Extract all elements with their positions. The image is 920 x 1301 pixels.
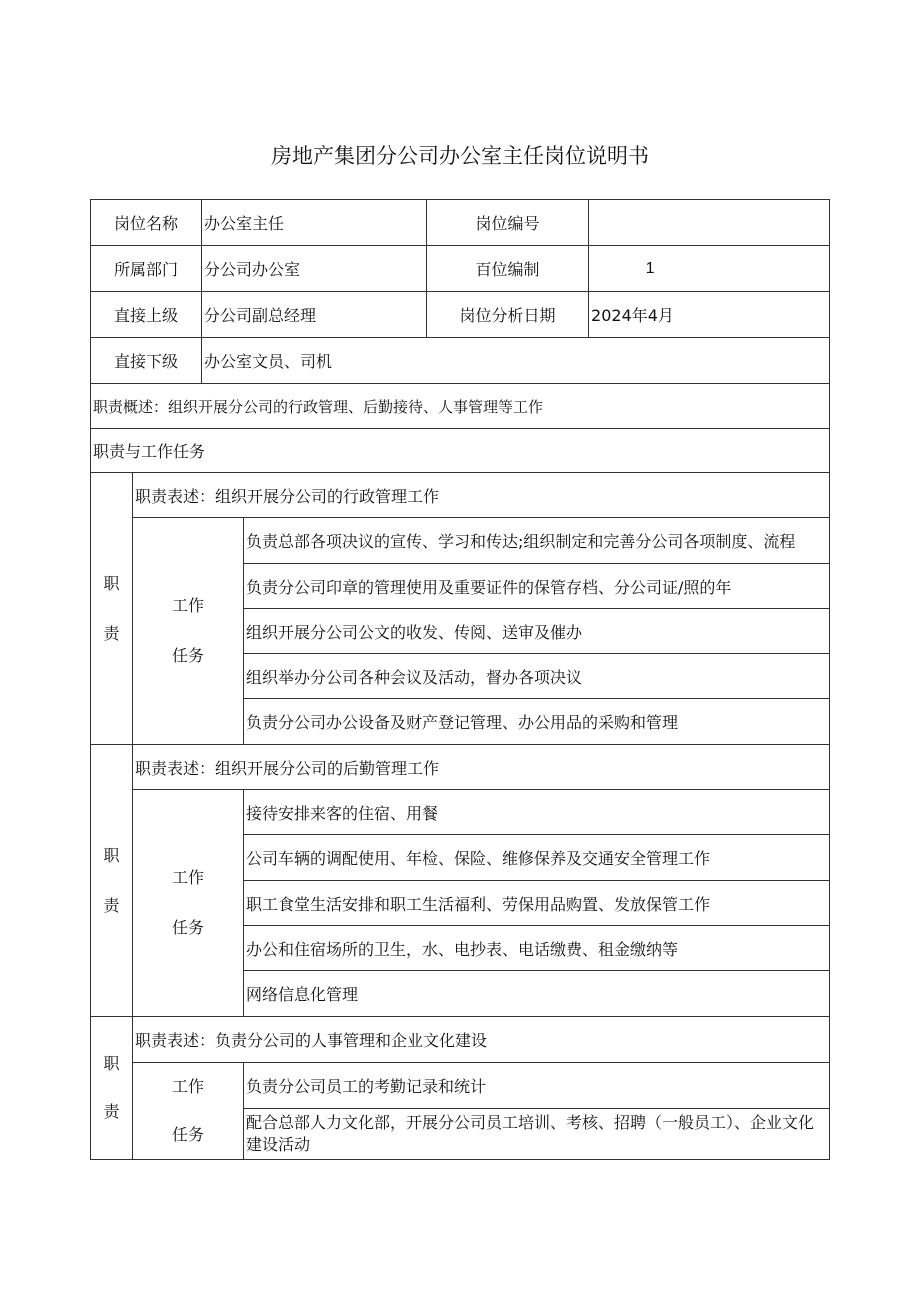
department-label: 所属部门 — [91, 246, 202, 292]
row-duties-header — [91, 429, 830, 473]
duty-1-task: 负责总部各项决议的宣传、学习和传达;组织制定和完善分公司各项制度、流程 — [244, 518, 830, 564]
duty-1-statement: 职责表述：组织开展分公司的行政管理工作 — [133, 473, 830, 518]
table-row — [91, 518, 830, 564]
duty-3-label: 职 责 — [91, 1017, 133, 1160]
analysis-date-value: 2024年4月 — [589, 292, 830, 338]
duty-3-task-label: 工作 任务 — [133, 1063, 244, 1160]
superior-value: 分公司副总经理 — [202, 292, 427, 338]
duties-header: 职责与工作任务 — [91, 429, 830, 473]
row-overview — [91, 384, 830, 429]
duty-2-task: 接待安排来客的住宿、用餐 — [244, 790, 830, 835]
duty-3-task: 负责分公司员工的考勤记录和统计 — [244, 1063, 830, 1109]
duty-2-task: 办公和住宿场所的卫生，水、电抄表、电话缴费、租金缴纳等 — [244, 926, 830, 971]
duty-2-statement-row — [91, 745, 830, 790]
duty-2-task: 公司车辆的调配使用、年检、保险、维修保养及交通安全管理工作 — [244, 835, 830, 881]
duty-2-task: 职工食堂生活安排和职工生活福利、劳保用品购置、发放保管工作 — [244, 881, 830, 926]
duty-2-statement: 职责表述：组织开展分公司的后勤管理工作 — [133, 745, 830, 790]
position-code-label: 岗位编号 — [427, 200, 589, 246]
duty-1-label: 职 责 — [91, 473, 133, 745]
duty-1-statement-row — [91, 473, 830, 518]
job-description-table — [90, 199, 830, 1160]
duty-3-task: 配合总部人力文化部，开展分公司员工培训、考核、招聘（一般员工）、企业文化建设活动 — [244, 1109, 830, 1160]
department-value: 分公司办公室 — [202, 246, 427, 292]
analysis-date-label: 岗位分析日期 — [427, 292, 589, 338]
duty-1-task: 负责分公司办公设备及财产登记管理、办公用品的采购和管理 — [244, 699, 830, 745]
duty-1-task: 组织举办分公司各种会议及活动，督办各项决议 — [244, 654, 830, 699]
duty-1-task: 组织开展分公司公文的收发、传阅、送审及催办 — [244, 609, 830, 654]
row-position-name — [91, 200, 830, 246]
row-department — [91, 246, 830, 292]
duty-2-task: 网络信息化管理 — [244, 971, 830, 1017]
duty-3-statement-row — [91, 1017, 830, 1063]
subordinate-label: 直接下级 — [91, 338, 202, 384]
duty-1-task-label: 工作 任务 — [133, 518, 244, 745]
page-title: 房地产集团分公司办公室主任岗位说明书 — [271, 144, 649, 168]
table-row — [91, 1063, 830, 1109]
duty-1-task: 负责分公司印章的管理使用及重要证件的保管存档、分公司证/照的年 — [244, 564, 830, 609]
duty-2-label: 职 责 — [91, 745, 133, 1017]
row-superior — [91, 292, 830, 338]
headcount-value: 1 — [589, 246, 830, 292]
table-row — [91, 790, 830, 835]
position-name-label: 岗位名称 — [91, 200, 202, 246]
duty-3-statement: 职责表述：负责分公司的人事管理和企业文化建设 — [133, 1017, 830, 1063]
subordinate-value: 办公室文员、司机 — [202, 338, 830, 384]
row-subordinate — [91, 338, 830, 384]
position-name-value: 办公室主任 — [202, 200, 427, 246]
position-code-value — [589, 200, 830, 246]
duty-2-task-label: 工作 任务 — [133, 790, 244, 1017]
superior-label: 直接上级 — [91, 292, 202, 338]
headcount-label: 百位编制 — [427, 246, 589, 292]
duty-overview: 职责概述：组织开展分公司的行政管理、后勤接待、人事管理等工作 — [91, 384, 830, 429]
